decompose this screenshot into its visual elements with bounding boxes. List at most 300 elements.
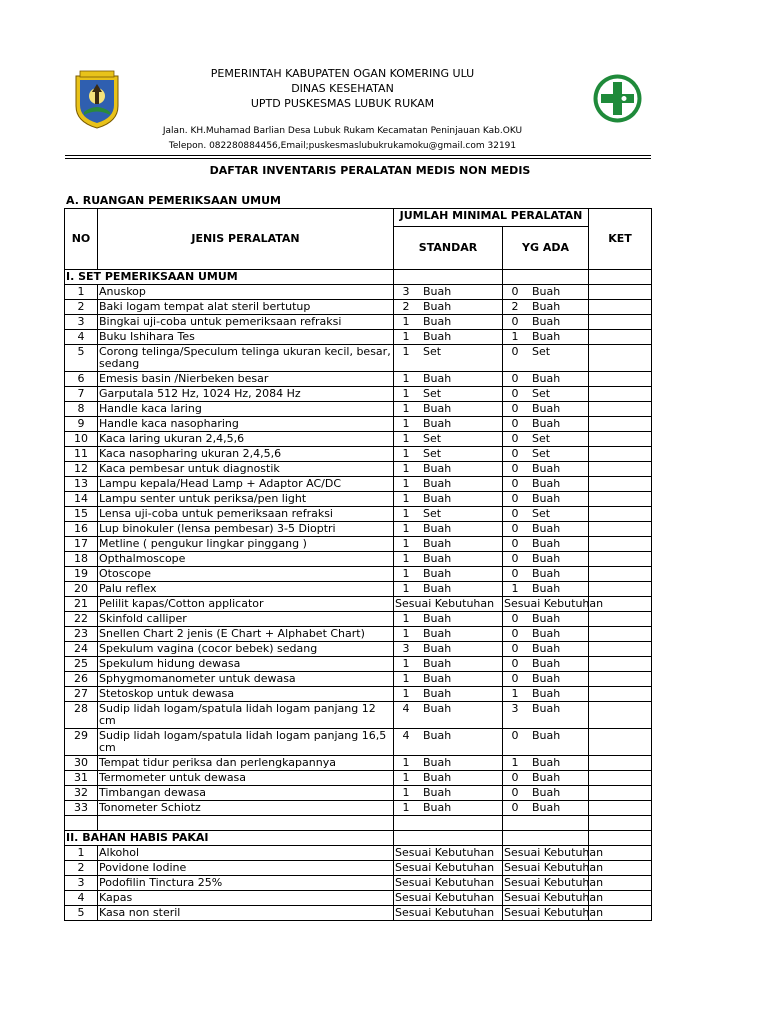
available-qty: 0	[511, 642, 519, 655]
available-amount	[503, 729, 589, 756]
standard-qty: 1	[402, 552, 410, 565]
ket-cell	[589, 330, 652, 345]
table-row	[65, 771, 652, 786]
standard-unit: Buah	[423, 285, 452, 298]
document-title: DAFTAR INVENTARIS PERALATAN MEDIS NON MEDIS	[209, 164, 531, 177]
standard-amount	[394, 330, 503, 345]
standard-qty: 1	[402, 507, 410, 520]
row-number: 11	[65, 447, 98, 462]
item-name: Tonometer Schiotz	[98, 801, 394, 816]
available-qty: 0	[511, 771, 519, 784]
row-number: 12	[65, 462, 98, 477]
available-qty: 0	[511, 432, 519, 445]
standard-qty: 1	[402, 492, 410, 505]
ket-cell	[589, 687, 652, 702]
table-row	[65, 507, 652, 522]
item-name: Baki logam tempat alat steril bertutup	[98, 300, 394, 315]
available-unit: Buah	[532, 612, 561, 625]
available-amount	[503, 300, 589, 315]
available-qty: 0	[511, 567, 519, 580]
table-row	[65, 300, 652, 315]
available-qty: 0	[511, 492, 519, 505]
empty-cell	[503, 270, 589, 285]
table-row	[65, 891, 652, 906]
standard-qty: 4	[402, 702, 410, 715]
available-qty: 0	[511, 285, 519, 298]
ket-cell	[589, 582, 652, 597]
standard-unit: Buah	[423, 372, 452, 385]
row-number: 29	[65, 729, 98, 756]
standard-qty: 1	[402, 612, 410, 625]
item-name: Palu reflex	[98, 582, 394, 597]
row-number: 1	[65, 285, 98, 300]
row-number: 25	[65, 657, 98, 672]
standard-unit: Buah	[423, 756, 452, 769]
available-unit: Buah	[532, 729, 561, 742]
ket-cell	[589, 345, 652, 372]
table-row	[65, 801, 652, 816]
available-qty: 0	[511, 387, 519, 400]
standard-amount	[394, 507, 503, 522]
standard-amount	[394, 447, 503, 462]
row-number: 30	[65, 756, 98, 771]
available-unit: Buah	[532, 477, 561, 490]
row-number: 28	[65, 702, 98, 729]
available-qty: 1	[511, 687, 519, 700]
ket-cell	[589, 786, 652, 801]
table-row	[65, 627, 652, 642]
item-name: Skinfold calliper	[98, 612, 394, 627]
available-amount: Sesuai Kebutuhan	[504, 597, 604, 610]
available-amount	[503, 756, 589, 771]
table-row	[65, 642, 652, 657]
available-amount	[503, 567, 589, 582]
available-amount	[503, 417, 589, 432]
item-name: Stetoskop untuk dewasa	[98, 687, 394, 702]
standard-qty: 1	[402, 330, 410, 343]
ket-cell	[589, 462, 652, 477]
available-unit: Set	[532, 345, 551, 358]
available-qty: 0	[511, 657, 519, 670]
table-row	[65, 567, 652, 582]
standard-qty: 1	[402, 627, 410, 640]
category-row	[65, 831, 652, 846]
item-name: Pelilit kapas/Cotton applicator	[98, 597, 394, 612]
available-amount	[503, 552, 589, 567]
available-qty: 1	[511, 582, 519, 595]
row-number: 24	[65, 642, 98, 657]
col-header-ygada: YG ADA	[503, 227, 589, 270]
available-unit: Set	[532, 432, 551, 445]
available-unit: Buah	[532, 702, 561, 715]
ket-cell	[589, 567, 652, 582]
row-number: 2	[65, 861, 98, 876]
ket-cell	[589, 537, 652, 552]
table-row	[65, 582, 652, 597]
standard-unit: Set	[423, 387, 442, 400]
table-row	[65, 372, 652, 387]
standard-amount	[394, 537, 503, 552]
item-name: Garputala 512 Hz, 1024 Hz, 2084 Hz	[98, 387, 394, 402]
item-name: Termometer untuk dewasa	[98, 771, 394, 786]
standard-amount	[394, 345, 503, 372]
available-qty: 3	[511, 702, 519, 715]
standard-unit: Buah	[423, 567, 452, 580]
empty-cell	[503, 816, 589, 831]
standard-qty: 1	[402, 687, 410, 700]
table-row	[65, 906, 652, 921]
available-qty: 0	[511, 462, 519, 475]
standard-qty: 1	[402, 567, 410, 580]
available-amount	[503, 345, 589, 372]
standard-amount	[394, 786, 503, 801]
available-amount	[503, 462, 589, 477]
table-row	[65, 387, 652, 402]
ket-cell	[589, 756, 652, 771]
row-number: 13	[65, 477, 98, 492]
item-name: Opthalmoscope	[98, 552, 394, 567]
table-row	[65, 876, 652, 891]
standard-amount	[394, 432, 503, 447]
available-amount	[503, 507, 589, 522]
available-unit: Buah	[532, 771, 561, 784]
available-unit: Buah	[532, 672, 561, 685]
available-qty: 0	[511, 552, 519, 565]
standard-amount	[394, 387, 503, 402]
standard-amount	[394, 300, 503, 315]
standard-unit: Buah	[423, 771, 452, 784]
item-name: Kaca laring ukuran 2,4,5,6	[98, 432, 394, 447]
ket-cell	[589, 417, 652, 432]
standard-qty: 1	[402, 522, 410, 535]
standard-amount	[394, 462, 503, 477]
standard-qty: 3	[402, 285, 410, 298]
item-name: Snellen Chart 2 jenis (E Chart + Alphabet Chart)	[98, 627, 394, 642]
standard-qty: 1	[402, 417, 410, 430]
item-name: Sudip lidah logam/spatula lidah logam panjang 16,5 cm	[98, 729, 394, 756]
table-row	[65, 672, 652, 687]
col-header-ket: KET	[589, 209, 652, 270]
standard-unit: Buah	[423, 801, 452, 814]
available-qty: 0	[511, 786, 519, 799]
available-qty: 1	[511, 756, 519, 769]
row-number: 23	[65, 627, 98, 642]
available-qty: 0	[511, 627, 519, 640]
available-qty: 0	[511, 372, 519, 385]
item-name: Kapas	[98, 891, 394, 906]
empty-cell	[589, 816, 652, 831]
row-number: 20	[65, 582, 98, 597]
standard-amount	[394, 756, 503, 771]
ket-cell	[589, 522, 652, 537]
standard-unit: Buah	[423, 642, 452, 655]
standard-unit: Buah	[423, 627, 452, 640]
available-amount	[503, 330, 589, 345]
row-number: 17	[65, 537, 98, 552]
standard-amount: Sesuai Kebutuhan	[394, 597, 503, 612]
standard-unit: Set	[423, 432, 442, 445]
item-name: Lampu kepala/Head Lamp + Adaptor AC/DC	[98, 477, 394, 492]
standard-qty: 1	[402, 462, 410, 475]
standard-qty: 1	[402, 582, 410, 595]
standard-amount	[394, 642, 503, 657]
standard-amount	[394, 771, 503, 786]
standard-unit: Buah	[423, 492, 452, 505]
available-unit: Buah	[532, 801, 561, 814]
col-header-standar: STANDAR	[394, 227, 503, 270]
available-amount	[503, 771, 589, 786]
available-amount	[503, 657, 589, 672]
item-name: Sphygmomanometer untuk dewasa	[98, 672, 394, 687]
available-qty: 0	[511, 612, 519, 625]
col-header-no: NO	[65, 209, 98, 270]
ket-cell	[589, 387, 652, 402]
available-qty: 0	[511, 537, 519, 550]
table-row	[65, 315, 652, 330]
standard-amount	[394, 315, 503, 330]
available-qty: 0	[511, 522, 519, 535]
table-row	[65, 285, 652, 300]
table-row	[65, 729, 652, 756]
available-qty: 0	[511, 801, 519, 814]
spacer-row	[65, 816, 652, 831]
row-number: 26	[65, 672, 98, 687]
available-qty: 1	[511, 330, 519, 343]
header-contact: Telepon. 082280884456,Email;puskesmaslubukrukamoku@gmail.com 32191	[168, 141, 517, 151]
row-number: 2	[65, 300, 98, 315]
available-amount	[503, 612, 589, 627]
standard-amount: Sesuai Kebutuhan	[394, 891, 503, 906]
row-number: 5	[65, 906, 98, 921]
available-amount	[503, 447, 589, 462]
standard-amount	[394, 372, 503, 387]
available-amount: Sesuai Kebutuhan	[504, 846, 604, 859]
available-unit: Buah	[532, 285, 561, 298]
standard-qty: 1	[402, 756, 410, 769]
available-amount	[503, 801, 589, 816]
empty-cell	[98, 816, 394, 831]
standard-unit: Buah	[423, 477, 452, 490]
table-row	[65, 687, 652, 702]
available-amount	[503, 537, 589, 552]
available-unit: Buah	[532, 642, 561, 655]
standard-unit: Buah	[423, 330, 452, 343]
standard-unit: Buah	[423, 729, 452, 742]
available-unit: Set	[532, 447, 551, 460]
item-name: Anuskop	[98, 285, 394, 300]
standard-amount: Sesuai Kebutuhan	[394, 846, 503, 861]
table-row	[65, 432, 652, 447]
item-name: Kasa non steril	[98, 906, 394, 921]
row-number: 8	[65, 402, 98, 417]
ket-cell	[589, 672, 652, 687]
available-amount	[503, 372, 589, 387]
item-name: Kaca nasopharing ukuran 2,4,5,6	[98, 447, 394, 462]
available-unit: Buah	[532, 492, 561, 505]
item-name: Povidone Iodine	[98, 861, 394, 876]
standard-amount	[394, 492, 503, 507]
row-number: 18	[65, 552, 98, 567]
item-name: Alkohol	[98, 846, 394, 861]
item-name: Timbangan dewasa	[98, 786, 394, 801]
header-address: Jalan. KH.Muhamad Barlian Desa Lubuk Rukam Kecamatan Peninjauan Kab.OKU	[162, 126, 523, 136]
available-unit: Buah	[532, 372, 561, 385]
available-qty: 0	[511, 402, 519, 415]
table-row	[65, 861, 652, 876]
item-name: Handle kaca laring	[98, 402, 394, 417]
standard-unit: Buah	[423, 552, 452, 565]
available-qty: 0	[511, 417, 519, 430]
row-number: 4	[65, 891, 98, 906]
standard-amount	[394, 285, 503, 300]
standard-qty: 1	[402, 477, 410, 490]
standard-qty: 1	[402, 537, 410, 550]
empty-cell	[589, 831, 652, 846]
available-amount	[503, 687, 589, 702]
standard-unit: Buah	[423, 315, 452, 328]
ket-cell	[589, 285, 652, 300]
standard-unit: Buah	[423, 522, 452, 535]
ket-cell	[589, 771, 652, 786]
table-row	[65, 657, 652, 672]
available-amount	[503, 402, 589, 417]
row-number: 3	[65, 315, 98, 330]
standard-qty: 1	[402, 315, 410, 328]
empty-cell	[394, 831, 503, 846]
available-unit: Buah	[532, 315, 561, 328]
standard-unit: Buah	[423, 702, 452, 715]
standard-qty: 1	[402, 771, 410, 784]
item-name: Bingkai uji-coba untuk pemeriksaan refraksi	[98, 315, 394, 330]
standard-amount	[394, 417, 503, 432]
available-unit: Buah	[532, 687, 561, 700]
standard-amount	[394, 567, 503, 582]
category-title: II. BAHAN HABIS PAKAI	[65, 831, 394, 846]
available-unit: Buah	[532, 402, 561, 415]
ket-cell	[589, 552, 652, 567]
standard-amount	[394, 729, 503, 756]
standard-amount	[394, 801, 503, 816]
standard-qty: 3	[402, 642, 410, 655]
available-amount	[503, 315, 589, 330]
ket-cell	[589, 315, 652, 330]
standard-unit: Buah	[423, 417, 452, 430]
standard-amount	[394, 582, 503, 597]
available-amount	[503, 582, 589, 597]
row-number: 27	[65, 687, 98, 702]
standard-amount	[394, 702, 503, 729]
empty-cell	[394, 270, 503, 285]
col-header-jumlah: JUMLAH MINIMAL PERALATAN	[394, 209, 589, 227]
available-qty: 2	[511, 300, 519, 313]
standard-unit: Buah	[423, 657, 452, 670]
available-amount: Sesuai Kebutuhan	[504, 876, 604, 889]
table-row	[65, 552, 652, 567]
item-name: Spekulum vagina (cocor bebek) sedang	[98, 642, 394, 657]
available-amount	[503, 285, 589, 300]
item-name: Otoscope	[98, 567, 394, 582]
item-name: Sudip lidah logam/spatula lidah logam panjang 12 cm	[98, 702, 394, 729]
available-unit: Buah	[532, 756, 561, 769]
table-row	[65, 417, 652, 432]
ket-cell	[589, 432, 652, 447]
ket-cell	[589, 402, 652, 417]
available-amount	[503, 387, 589, 402]
table-row	[65, 786, 652, 801]
available-unit: Buah	[532, 330, 561, 343]
category-row	[65, 270, 652, 285]
available-qty: 0	[511, 315, 519, 328]
standard-amount	[394, 657, 503, 672]
standard-unit: Buah	[423, 582, 452, 595]
row-number: 19	[65, 567, 98, 582]
item-name: Tempat tidur periksa dan perlengkapannya	[98, 756, 394, 771]
available-amount: Sesuai Kebutuhan	[504, 861, 604, 874]
available-unit: Buah	[532, 657, 561, 670]
available-amount	[503, 702, 589, 729]
ket-cell	[589, 702, 652, 729]
ket-cell	[589, 300, 652, 315]
standard-qty: 1	[402, 672, 410, 685]
standard-qty: 1	[402, 345, 410, 358]
standard-amount	[394, 402, 503, 417]
item-name: Emesis basin /Nierbeken besar	[98, 372, 394, 387]
row-number: 16	[65, 522, 98, 537]
col-header-jenis: JENIS PERALATAN	[98, 209, 394, 270]
available-amount	[503, 672, 589, 687]
available-amount	[503, 432, 589, 447]
standard-unit: Buah	[423, 786, 452, 799]
item-name: Handle kaca nasopharing	[98, 417, 394, 432]
row-number: 9	[65, 417, 98, 432]
standard-unit: Buah	[423, 402, 452, 415]
available-unit: Buah	[532, 567, 561, 580]
ket-cell	[589, 612, 652, 627]
table-row	[65, 537, 652, 552]
available-amount	[503, 477, 589, 492]
available-unit: Buah	[532, 552, 561, 565]
table-row	[65, 492, 652, 507]
standard-qty: 1	[402, 786, 410, 799]
row-number: 4	[65, 330, 98, 345]
row-number: 31	[65, 771, 98, 786]
row-number: 22	[65, 612, 98, 627]
standard-amount	[394, 687, 503, 702]
available-unit: Set	[532, 387, 551, 400]
available-unit: Set	[532, 507, 551, 520]
ket-cell	[589, 729, 652, 756]
available-amount: Sesuai Kebutuhan	[504, 891, 604, 904]
item-name: Buku Ishihara Tes	[98, 330, 394, 345]
row-number: 1	[65, 846, 98, 861]
table-row	[65, 612, 652, 627]
standard-amount	[394, 612, 503, 627]
ket-cell	[589, 372, 652, 387]
row-number: 33	[65, 801, 98, 816]
standard-unit: Buah	[423, 462, 452, 475]
ket-cell	[589, 801, 652, 816]
standard-qty: 1	[402, 402, 410, 415]
empty-cell	[503, 831, 589, 846]
standard-qty: 4	[402, 729, 410, 742]
header-rule-top	[65, 155, 651, 156]
header-rule-bottom	[65, 158, 651, 159]
table-row	[65, 477, 652, 492]
standard-qty: 1	[402, 432, 410, 445]
standard-amount: Sesuai Kebutuhan	[394, 861, 503, 876]
item-name: Spekulum hidung dewasa	[98, 657, 394, 672]
standard-unit: Set	[423, 345, 442, 358]
